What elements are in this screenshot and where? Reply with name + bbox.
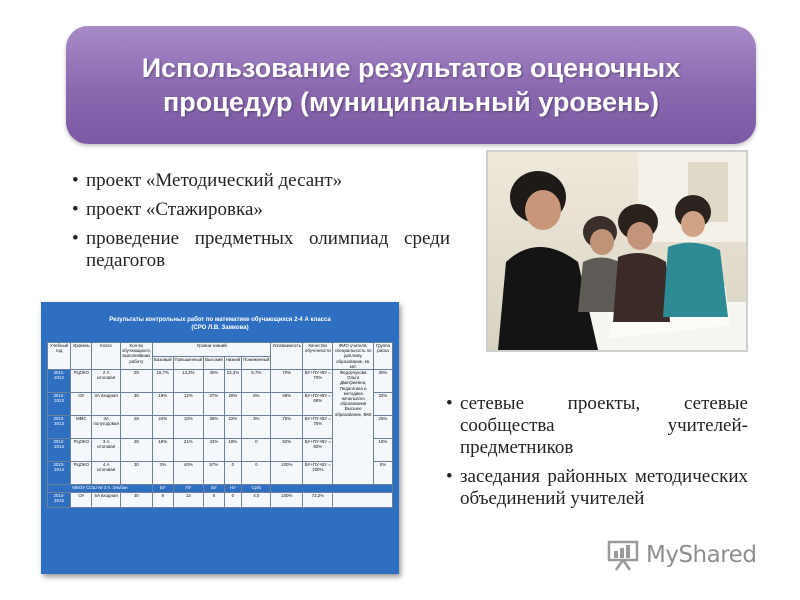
report-results-table	[47, 342, 393, 508]
cell-class: 2 А итоговая	[92, 370, 120, 393]
report-title	[41, 302, 399, 342]
myshared-watermark	[606, 538, 766, 572]
col-high: Высокий	[204, 356, 225, 370]
cell-below: 0	[242, 462, 271, 485]
cell-advanced: 13	[173, 493, 204, 508]
watermark-text: MyShared	[646, 542, 757, 568]
col-quality: Качество обученности	[303, 343, 333, 370]
cell-empty	[271, 485, 393, 493]
slide-title: Использование результатов оценочных процедур (муниципальный уровень)	[141, 53, 681, 117]
cell-success: 68%	[271, 393, 303, 416]
cell-success: 100%	[271, 462, 303, 485]
col-count: Кол-во обучающихся, выполнявших работу	[120, 343, 152, 370]
col-below: Пониженный	[242, 356, 271, 370]
cell-quality: БУ+ПУ+ВУ = 75%	[303, 416, 333, 439]
photo-teachers-working-icon	[488, 152, 746, 350]
col-teacher: ФИО учителя, специальность по диплому, образование, кв. кат.	[334, 343, 372, 369]
cell-year: 2012-2013	[48, 439, 71, 462]
cell-low: 0	[224, 462, 241, 485]
cell-success: 100%	[271, 493, 303, 508]
cell-class: 4 А итоговая	[92, 462, 120, 485]
cell-class: 3А входная	[92, 393, 120, 416]
cell-level: ОУ	[71, 393, 92, 416]
col-success: Успеваемость	[271, 343, 303, 370]
cell-high: 43%	[204, 439, 225, 462]
cell-level: РЦОКО	[71, 439, 92, 462]
cell-low: 18%	[224, 439, 241, 462]
cell-level: РЦОКО	[71, 462, 92, 485]
report-subtitle-line: (СРО Л.В. Замкова)	[191, 325, 249, 331]
bullet-item: • проведение предметных олимпиад среди педагогов	[72, 228, 450, 272]
col-year: Учебный год	[48, 343, 71, 370]
cell-teacher: Федорчукова Ольга Дмитриевна, Педагогика и методика начального образования Высшее образование, ВКК	[333, 370, 373, 485]
cell-high: 8	[204, 493, 225, 508]
cell-basic-label: БУ	[152, 485, 173, 493]
cell-risk: 30%	[373, 370, 392, 393]
col-low: Низкий	[224, 356, 241, 370]
cell-count: 30	[120, 462, 152, 485]
cell-basic: 3%	[152, 462, 173, 485]
cell-advanced: 40%	[173, 462, 204, 485]
col-advanced: Повышенный	[173, 356, 204, 370]
cell-risk: 0%	[373, 462, 392, 485]
cell-success: 82%	[271, 439, 303, 462]
cell-success: 70%	[271, 370, 303, 393]
table-footer-row	[48, 485, 393, 493]
cell-basic: 16,7%	[152, 370, 173, 393]
cell-level: ММС	[71, 416, 92, 439]
cell-quality: БУ+ПУ+ВУ = 100%	[303, 462, 333, 485]
cell-low: 23,3%	[224, 370, 241, 393]
cell-quality: БУ+ПУ+ВУ = 82%	[303, 439, 333, 462]
top-bullet-list	[72, 170, 450, 279]
table-row	[48, 493, 393, 508]
cell-count: 28	[120, 439, 152, 462]
cell-class: 5А входная	[92, 493, 120, 508]
cell-quality: 73,3%	[303, 493, 333, 508]
cell-below: 6,7%	[242, 370, 271, 393]
cell-level: ОУ	[71, 493, 92, 508]
cell-below-label: Ср/Б	[242, 485, 271, 493]
cell-risk: 18%	[373, 439, 392, 462]
cell-high: 36%	[204, 416, 225, 439]
cell-risk: 25%	[373, 416, 392, 439]
cell-below: 3%	[242, 416, 271, 439]
cell-advanced-label: ПУ	[173, 485, 204, 493]
cell-high: 40%	[204, 370, 225, 393]
cell-low: 22%	[224, 416, 241, 439]
col-levels-group: Уровни знаний	[152, 343, 271, 357]
title-banner	[66, 26, 756, 144]
bottom-bullet-list	[446, 393, 748, 517]
bullet-item: • заседания районных методических объединений учителей	[446, 466, 748, 510]
cell-quality: БУ+ПУ+ВУ = 70%	[303, 370, 333, 393]
cell-basic: 24%	[152, 416, 173, 439]
col-risk: Группа риска	[373, 343, 392, 370]
cell-class: 3А полугодовая	[92, 416, 120, 439]
cell-count: 30	[120, 493, 152, 508]
cell-low-label: НУ	[224, 485, 241, 493]
cell-high: 57%	[204, 462, 225, 485]
bullet-item: • проект «Методический десант»	[72, 170, 450, 192]
cell-basic: 19%	[152, 393, 173, 416]
cell-count: 28	[120, 416, 152, 439]
cell-count: 29	[120, 370, 152, 393]
cell-empty	[333, 493, 393, 508]
cell-high: 37%	[204, 393, 225, 416]
cell-advanced: 13,3%	[173, 370, 204, 393]
cell-success: 75%	[271, 416, 303, 439]
cell-school: МБОУ СОШ № 3 п. Эльбан	[48, 485, 153, 493]
cell-year: 2012-2013	[48, 416, 71, 439]
cell-quality: БУ+ПУ+ВУ = 68%	[303, 393, 333, 416]
cell-risk: 32%	[373, 393, 392, 416]
cell-count: 30	[120, 393, 152, 416]
cell-year: 2013-2014	[48, 462, 71, 485]
cell-basic: 9	[152, 493, 173, 508]
cell-year: 2014-2015	[48, 493, 71, 508]
cell-advanced: 21%	[173, 439, 204, 462]
cell-year: 2012-2013	[48, 393, 71, 416]
photo-teachers	[486, 150, 748, 352]
cell-below: 6%	[242, 393, 271, 416]
table-row	[48, 370, 393, 393]
report-title-line: Результаты контрольных работ по математике обучающихся 2-4 А класса	[109, 317, 331, 323]
cell-high-label: ВУ	[204, 485, 225, 493]
cell-level: РЦОКО	[71, 370, 92, 393]
cell-class: 3 А итоговая	[92, 439, 120, 462]
cell-year: 2011-2012	[48, 370, 71, 393]
bullet-item: • сетевые проекты, сетевые сообщества учителей-предметников	[446, 393, 748, 459]
cell-basic: 18%	[152, 439, 173, 462]
cell-low: 0	[224, 493, 241, 508]
cell-below: 0	[242, 439, 271, 462]
report-table-image	[41, 302, 399, 574]
cell-below: 4,0	[242, 493, 271, 508]
cell-low: 26%	[224, 393, 241, 416]
col-basic: Базовый	[152, 356, 173, 370]
cell-advanced: 15%	[173, 416, 204, 439]
col-level: Уровень	[71, 343, 92, 370]
presentation-board-icon	[606, 539, 642, 571]
col-class: Класс	[92, 343, 120, 370]
bullet-item: • проект «Стажировка»	[72, 199, 450, 221]
cell-advanced: 12%	[173, 393, 204, 416]
